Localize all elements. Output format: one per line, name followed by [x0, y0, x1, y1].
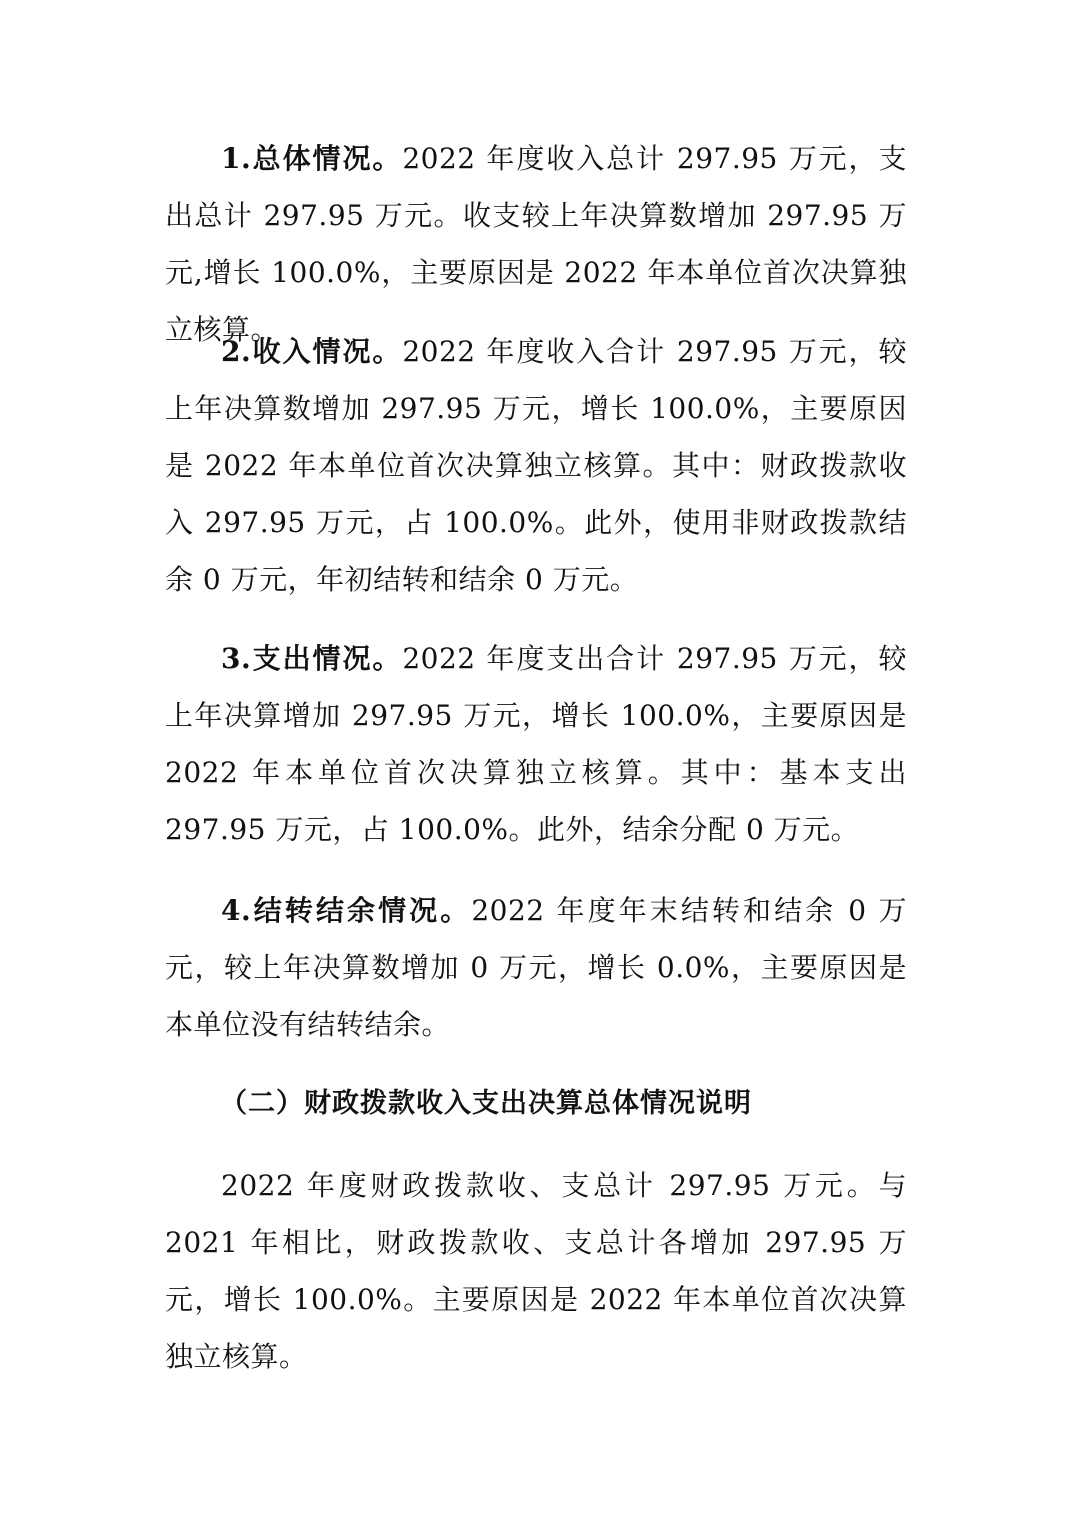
paragraph-lead: 3.支出情况。: [221, 642, 403, 675]
paragraph-text: 2022 年度年末结转和结余 0 万元，较上年决算数增加 0 万元，增长 0.0%，主要原因是本单位没有结转结余。: [165, 894, 907, 1041]
paragraph-expenditure: [165, 630, 907, 858]
section-heading: （二）财政拨款收入支出决算总体情况说明: [220, 1088, 752, 1119]
paragraph-lead: 4.结转结余情况。: [221, 894, 472, 927]
paragraph-carryover: [165, 882, 907, 1053]
paragraph-income: [165, 323, 907, 608]
paragraph-text: 2022 年度收入总计 297.95 万元，支出总计 297.95 万元。收支较上年决算数增加 297.95 万元,增长 100.0%，主要原因是 2022 年本单位首次决算独立核算。: [165, 142, 907, 346]
paragraph-lead: 2.收入情况。: [221, 335, 403, 368]
paragraph-text: 2022 年度收入合计 297.95 万元，较上年决算数增加 297.95 万元，增长 100.0%，主要原因是 2022 年本单位首次决算独立核算。其中：财政拨款收入 297.95 万元，占 100.0%。此外，使用非财政拨款结余 0 万元，年初结转和结余 0 万元。: [165, 335, 907, 596]
paragraph-summary: 2022 年度财政拨款收、支总计 297.95 万元。与 2021 年相比，财政拨款收、支总计各增加 297.95 万元，增长 100.0%。主要原因是 2022 年本单位首次决算独立核算。: [165, 1169, 907, 1373]
paragraph-lead: 1.总体情况。: [221, 142, 403, 175]
paragraph-text: 2022 年度支出合计 297.95 万元，较上年决算增加 297.95 万元，增长 100.0%，主要原因是 2022 年本单位首次决算独立核算。其中：基本支出 297.95 万元，占 100.0%。此外，结余分配 0 万元。: [165, 642, 907, 846]
